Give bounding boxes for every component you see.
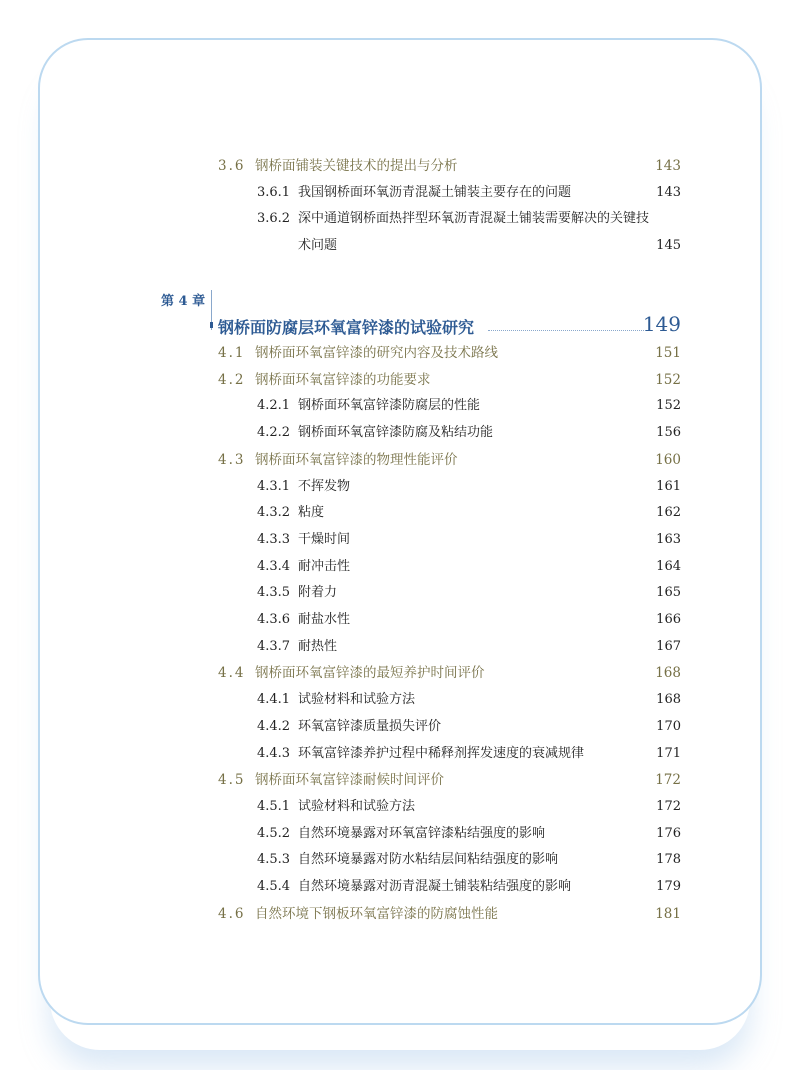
entry-page: 162 <box>656 505 681 521</box>
entry-number: 4.4.2 <box>257 718 291 734</box>
entry-title: 附着力 <box>298 585 338 601</box>
toc-section-entry[interactable] <box>0 340 800 367</box>
entry-title: 钢桥面环氧富锌漆的物理性能评价 <box>255 451 458 468</box>
entry-page: 176 <box>656 825 681 841</box>
toc-subsection-entry[interactable] <box>0 687 800 714</box>
entry-title: 干燥时间 <box>298 531 351 547</box>
toc-section-entry[interactable] <box>0 153 800 180</box>
entry-page: 168 <box>655 665 681 682</box>
toc-subsection-entry[interactable] <box>0 500 800 527</box>
toc-subsection-entry[interactable] <box>0 206 800 233</box>
entry-title: 试验材料和试验方法 <box>298 798 416 814</box>
chapter-page: 149 <box>642 312 681 336</box>
entry-title: 钢桥面环氧富锌漆防腐及粘结功能 <box>298 425 494 441</box>
entry-number: 4.3.5 <box>257 585 291 601</box>
toc-section-entry[interactable] <box>0 901 800 928</box>
entry-title: 自然环境下钢板环氧富锌漆的防腐蚀性能 <box>255 905 498 922</box>
entry-title: 术问题 <box>298 238 338 254</box>
entry-number: 4.1 <box>218 345 246 361</box>
entry-number: 4.3.1 <box>257 478 291 494</box>
entry-page: 178 <box>656 852 681 868</box>
entry-number: 4.5.1 <box>257 798 291 814</box>
entry-page: 170 <box>656 718 681 734</box>
entry-number: 4.5.2 <box>257 825 291 841</box>
entry-title: 钢桥面环氧富锌漆防腐层的性能 <box>298 398 481 414</box>
entry-page: 167 <box>656 638 681 654</box>
entry-title: 环氧富锌漆质量损失评价 <box>298 718 442 734</box>
entry-number: 3.6 <box>218 158 246 174</box>
entry-title: 自然环境暴露对沥青混凝土铺装粘结强度的影响 <box>298 879 572 894</box>
toc-subsection-entry[interactable] <box>0 554 800 581</box>
entry-page: 181 <box>655 905 681 922</box>
entry-number: 4.5.4 <box>257 879 291 894</box>
entry-number: 3.6.1 <box>257 184 291 200</box>
toc-section-entry[interactable] <box>0 367 800 394</box>
entry-number: 4.4.3 <box>257 745 291 761</box>
chapter-title: 钢桥面防腐层环氧富锌漆的试验研究 <box>218 318 475 337</box>
entry-title: 耐盐水性 <box>298 612 351 627</box>
entry-page: 165 <box>656 585 681 601</box>
entry-title: 我国钢桥面环氧沥青混凝土铺装主要存在的问题 <box>298 184 572 200</box>
chapter-marker <box>210 322 213 328</box>
entry-number: 4.2.1 <box>257 398 291 414</box>
entry-page: 172 <box>655 772 681 789</box>
entry-page: 143 <box>655 158 681 174</box>
entry-title: 自然环境暴露对环氧富锌漆粘结强度的影响 <box>298 825 546 841</box>
entry-page: 168 <box>656 692 681 708</box>
toc-subsection-entry[interactable] <box>0 607 800 634</box>
entry-number: 4.3.7 <box>257 638 291 654</box>
toc-section-entry[interactable] <box>0 660 800 687</box>
entry-page: 166 <box>656 612 681 627</box>
toc-subsection-entry[interactable] <box>0 393 800 420</box>
toc-subsection-entry[interactable] <box>0 874 800 901</box>
entry-number: 4.3.6 <box>257 612 291 627</box>
entry-page: 161 <box>656 478 681 494</box>
entry-title: 钢桥面铺装关键技术的提出与分析 <box>255 158 458 174</box>
entry-title: 粘度 <box>298 505 325 521</box>
toc-subsection-entry[interactable] <box>0 474 800 501</box>
entry-page: 152 <box>655 371 681 388</box>
entry-title: 环氧富锌漆养护过程中稀释剂挥发速度的衰减规律 <box>298 745 585 761</box>
toc-subsection-entry[interactable] <box>0 420 800 447</box>
entry-number: 4.2.2 <box>257 425 291 441</box>
entry-page: 152 <box>656 398 681 414</box>
entry-page: 160 <box>655 451 681 468</box>
entry-number: 4.3.3 <box>257 531 291 547</box>
entry-page: 143 <box>656 184 681 200</box>
entry-page: 172 <box>656 798 681 814</box>
entry-title: 不挥发物 <box>298 478 351 494</box>
toc-subsection-entry[interactable] <box>0 527 800 554</box>
entry-page: 179 <box>656 879 681 894</box>
toc-subsection-entry[interactable] <box>0 580 800 607</box>
entry-number: 4.4.1 <box>257 692 291 708</box>
toc-subsection-entry[interactable] <box>0 847 800 874</box>
entry-title: 耐冲击性 <box>298 558 351 574</box>
entry-number: 4.3.4 <box>257 558 291 574</box>
entry-page: 164 <box>656 558 681 574</box>
entry-number: 4.3 <box>218 451 246 468</box>
entry-page: 156 <box>656 425 681 441</box>
entry-number: 4.2 <box>218 371 246 388</box>
entry-page: 171 <box>656 745 681 761</box>
toc-subsection-entry[interactable] <box>0 634 800 661</box>
toc-section-entry[interactable] <box>0 447 800 474</box>
entry-page: 151 <box>655 345 681 361</box>
toc-section-entry[interactable] <box>0 767 800 794</box>
toc-subsection-entry[interactable] <box>0 233 800 260</box>
entry-title: 钢桥面环氧富锌漆的功能要求 <box>255 371 431 388</box>
entry-number: 4.6 <box>218 905 246 922</box>
entry-page: 145 <box>656 238 681 254</box>
toc-subsection-entry[interactable] <box>0 794 800 821</box>
entry-title: 深中通道钢桥面热拌型环氧沥青混凝土铺装需要解决的关键技 <box>298 211 650 227</box>
entry-number: 4.5 <box>218 772 246 789</box>
chapter-leader-dots <box>488 330 646 331</box>
toc-subsection-entry[interactable] <box>0 821 800 848</box>
entry-number: 4.4 <box>218 665 246 682</box>
entry-title: 耐热性 <box>298 638 338 654</box>
entry-title: 自然环境暴露对防水粘结层间粘结强度的影响 <box>298 852 559 868</box>
chapter-label: 第 4 章 <box>161 294 206 309</box>
entry-number: 4.3.2 <box>257 505 291 521</box>
toc-subsection-entry[interactable] <box>0 180 800 207</box>
toc-subsection-entry[interactable] <box>0 714 800 741</box>
entry-page: 163 <box>656 531 681 547</box>
entry-title: 试验材料和试验方法 <box>298 692 416 708</box>
entry-number: 3.6.2 <box>257 211 291 227</box>
entry-number: 4.5.3 <box>257 852 291 868</box>
entry-title: 钢桥面环氧富锌漆的最短养护时间评价 <box>255 665 485 682</box>
toc-subsection-entry[interactable] <box>0 741 800 768</box>
entry-title: 钢桥面环氧富锌漆的研究内容及技术路线 <box>255 345 498 361</box>
entry-title: 钢桥面环氧富锌漆耐候时间评价 <box>255 772 444 789</box>
